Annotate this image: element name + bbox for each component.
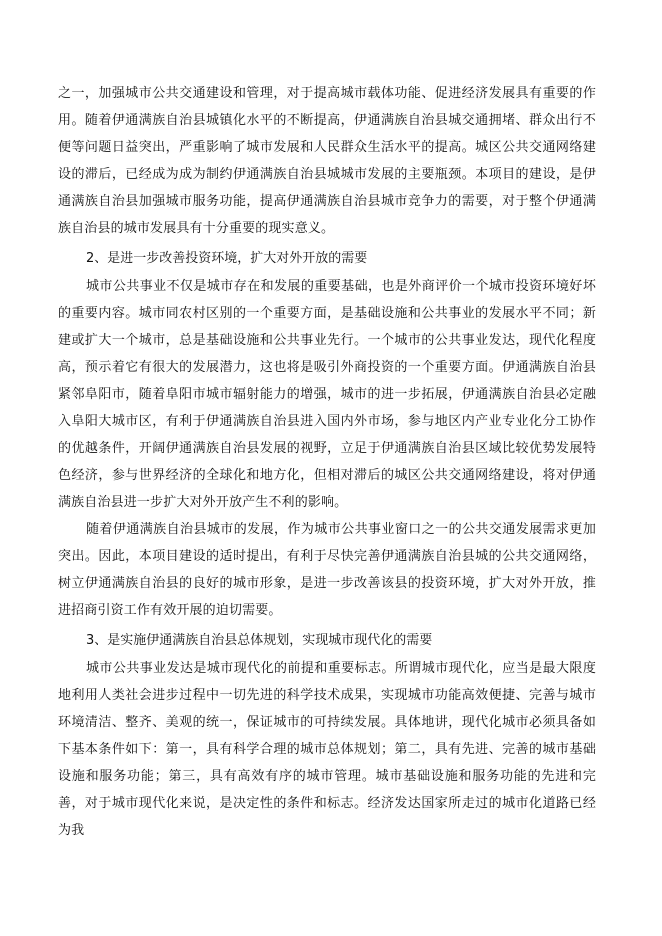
- paragraph-urban-modernization: 城市公共事业发达是城市现代化的前提和重要标志。所谓城市现代化，应当是最大限度地利用人类社会进步过程中一切先进的科学技术成果，实现城市功能高效便捷、完善与城市环境清洁、整齐、美观的统一，保证城市的可持续发展。具体地讲，现代化城市必须具备如下基本条件如下：第一，具有科学合理的城市总体规划；第二，具有先进、完善的城市基础设施和服务功能；第三，具有高效有序的城市管理。城市基础设施和服务功能的先进和完善，对于城市现代化来说，是决定性的条件和标志。经济发达国家所走过的城市化道路已经为我: [58, 661, 596, 838]
- document-body: [58, 80, 596, 844]
- section-heading-3: 3、是实施伊通满族自治县总体规划，实现城市现代化的需要: [86, 633, 433, 648]
- section-heading-2: 2、是进一步改善投资环境，扩大对外开放的需要: [86, 251, 368, 266]
- paragraph-public-transport-window: 随着伊通满族自治县城市的发展，作为城市公共事业窗口之一的公共交通发展需求更加突出。因此，本项目建设的适时提出，有利于尽快完善伊通满族自治县城的公共交通网络，树立伊通满族自治县的良好的城市形象，是进一步改善该县的投资环境，扩大对外开放，推进招商引资工作有效开展的迫切需要。: [58, 522, 596, 618]
- paragraph-investment-environment: 城市公共事业不仅是城市存在和发展的重要基础，也是外商评价一个城市投资环境好坏的重要内容。城市同农村区别的一个重要方面，是基础设施和公共事业的发展水平不同；新建或扩大一个城市，总是基础设施和公共事业先行。一个城市的公共事业发达，现代化程度高，预示着它有很大的发展潜力，这也将是吸引外商投资的一个重要方面。伊通满族自治县紧邻阜阳市，随着阜阳市城市辐射能力的增强，城市的进一步拓展，伊通满族自治县必定融入阜阳大城市区，有利于伊通满族自治县进入国内外市场，参与地区内产业专业化分工协作的优越条件，开阔伊通满族自治县发展的视野，立足于伊通满族自治县区域比较优势发展特色经济，参与世界经济的全球化和地方化，但相对滞后的城区公共交通网络建设，将对伊通满族自治县进一步扩大对外开放产生不利的影响。: [58, 279, 596, 510]
- paragraph-intro: 之一，加强城市公共交通建设和管理，对于提高城市载体功能、促进经济发展具有重要的作用。随着伊通满族自治县城镇化水平的不断提高，伊通满族自治县城交通拥堵、群众出行不便等问题日益突出，严重影响了城市发展和人民群众生活水平的提高。城区公共交通网络建设的滞后，已经成为成为制约伊通满族自治县城城市发展的主要瓶颈。本项目的建设，是伊通满族自治县加强城市服务功能，提高伊通满族自治县城市竞争力的需要，对于整个伊通满族自治县的城市发展具有十分重要的现实意义。: [58, 86, 596, 236]
